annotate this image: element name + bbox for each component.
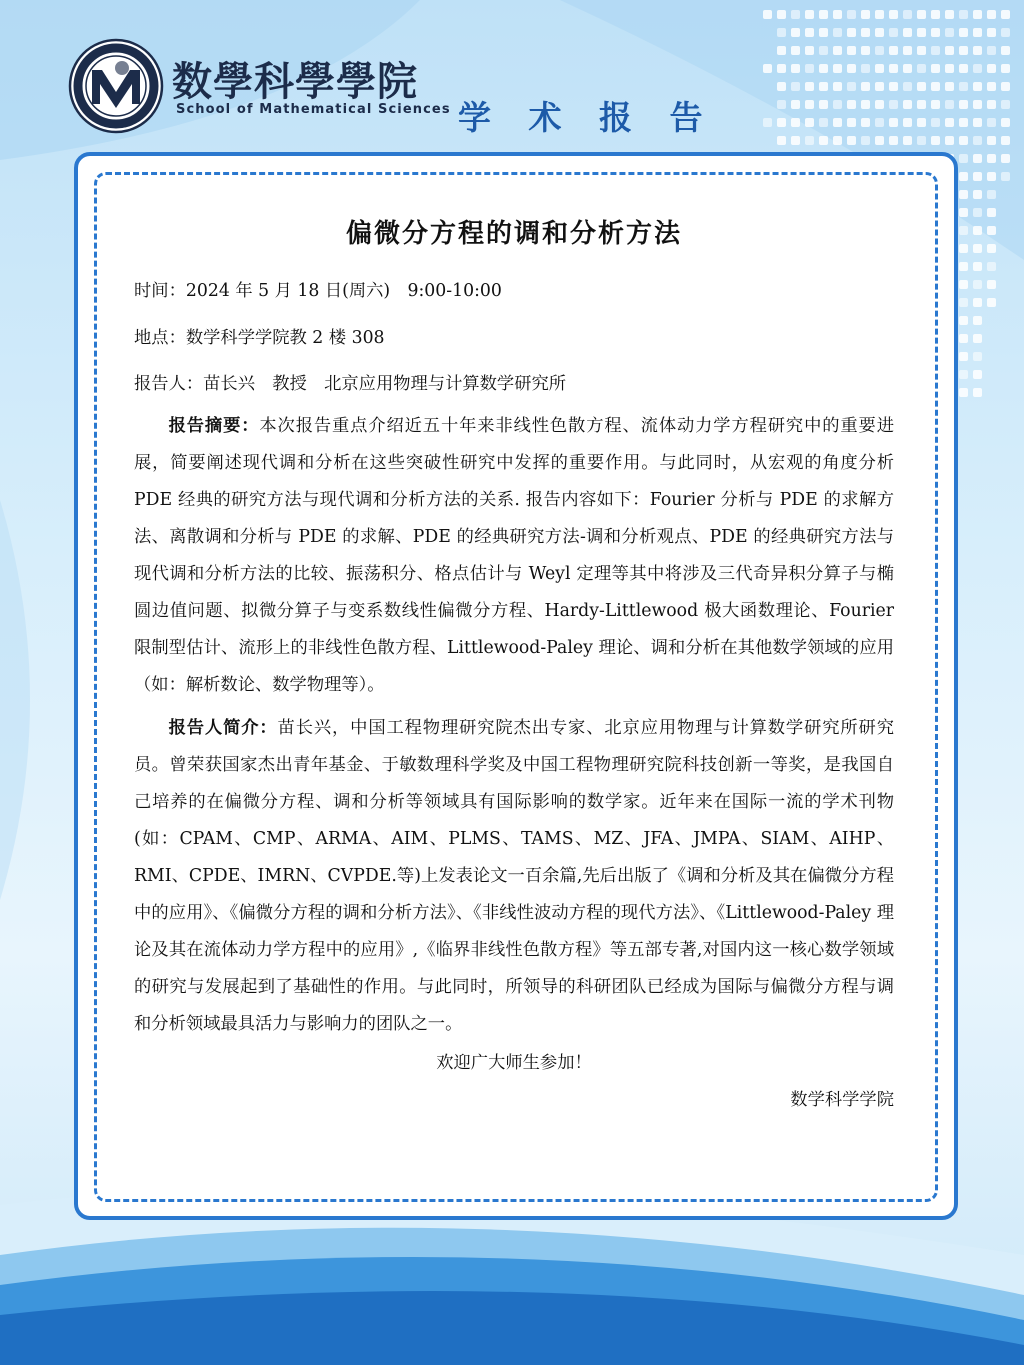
- dot: [861, 118, 870, 127]
- dot: [973, 208, 982, 217]
- dot: [1001, 100, 1010, 109]
- dot: [959, 370, 968, 379]
- dot: [931, 136, 940, 145]
- dot: [959, 64, 968, 73]
- dot: [917, 118, 926, 127]
- dot: [987, 208, 996, 217]
- dot: [945, 28, 954, 37]
- bio-label: 报告人简介：: [168, 717, 278, 738]
- dot: [805, 82, 814, 91]
- dot: [1001, 82, 1010, 91]
- dot: [917, 46, 926, 55]
- dot: [1001, 172, 1010, 181]
- dot: [805, 46, 814, 55]
- dot: [903, 118, 912, 127]
- dot: [973, 64, 982, 73]
- dot: [889, 64, 898, 73]
- dot: [819, 28, 828, 37]
- dot: [1001, 10, 1010, 19]
- dot: [959, 316, 968, 325]
- dot: [833, 118, 842, 127]
- dot: [959, 100, 968, 109]
- dot: [959, 10, 968, 19]
- dot: [805, 28, 814, 37]
- dot: [959, 334, 968, 343]
- dot: [973, 298, 982, 307]
- dot: [819, 118, 828, 127]
- dot: [987, 82, 996, 91]
- dot: [931, 64, 940, 73]
- dot: [889, 28, 898, 37]
- dot: [931, 100, 940, 109]
- dot: [791, 82, 800, 91]
- dot: [987, 154, 996, 163]
- dot: [777, 28, 786, 37]
- dot: [917, 28, 926, 37]
- dot: [819, 64, 828, 73]
- dot: [959, 208, 968, 217]
- dot: [847, 64, 856, 73]
- dot: [819, 136, 828, 145]
- announcement-content: [134, 212, 894, 1119]
- dot: [987, 64, 996, 73]
- dot: [959, 28, 968, 37]
- dot: [1001, 154, 1010, 163]
- dot: [1001, 118, 1010, 127]
- dot: [805, 118, 814, 127]
- dot: [819, 82, 828, 91]
- dot: [805, 100, 814, 109]
- dot: [777, 64, 786, 73]
- dot: [847, 46, 856, 55]
- dot: [833, 46, 842, 55]
- dot: [973, 154, 982, 163]
- dot: [805, 136, 814, 145]
- dot: [847, 82, 856, 91]
- dot: [987, 136, 996, 145]
- dot: [889, 10, 898, 19]
- talk-time: 时间：2024 年 5 月 18 日(周六) 9:00-10:00: [134, 281, 502, 301]
- bio-text: 苗长兴，中国工程物理研究院杰出专家、北京应用物理与计算数学研究所研究员。曾荣获国家杰出青年基金、于敏数理科学奖及中国工程物理研究院科技创新一等奖，是我国自己培养的在偏微分方程、调和分析等领域具有国际影响的数学家。近年来在国际一流的学术刊物(如：CPAM、CMP、ARMA、AIM、PLMS、TAMS、MZ、JFA、JMPA、SIAM、AIHP、RMI、CPDE、IMRN、CVPDE.等)上发表论文一百余篇,先后出版了《调和分析及其在偏微分方程中的应用》、《偏微分方程的调和分析方法》、《非线性波动方程的现代方法》、《Littlewood-Paley 理论及其在流体动力学方程中的应用》,《临界非线性色散方程》等五部专著,对国内这一核心数学领域的研究与发展起到了基础性的作用。与此同时，所领导的科研团队已经成为国际与偏微分方程与调和分析领域最具活力与影响力的团队之一。: [134, 717, 894, 1034]
- dot: [903, 136, 912, 145]
- dot: [917, 136, 926, 145]
- dot: [777, 118, 786, 127]
- dot: [959, 280, 968, 289]
- dot: [777, 46, 786, 55]
- dot: [805, 64, 814, 73]
- dot: [973, 172, 982, 181]
- dot: [987, 100, 996, 109]
- dot: [973, 352, 982, 361]
- talk-title: 偏微分方程的调和分析方法: [345, 219, 682, 249]
- dot: [931, 82, 940, 91]
- dot: [959, 154, 968, 163]
- dot: [791, 100, 800, 109]
- dot: [973, 280, 982, 289]
- dot: [847, 28, 856, 37]
- dot: [833, 10, 842, 19]
- dot: [763, 10, 772, 19]
- dot: [987, 298, 996, 307]
- dot: [861, 136, 870, 145]
- dot: [791, 28, 800, 37]
- dot: [987, 280, 996, 289]
- dot: [959, 244, 968, 253]
- dot: [763, 64, 772, 73]
- dot: [973, 334, 982, 343]
- dot: [847, 136, 856, 145]
- dot: [777, 136, 786, 145]
- talk-speaker: 报告人：苗长兴 教授 北京应用物理与计算数学研究所: [134, 374, 567, 394]
- dot: [875, 100, 884, 109]
- dot: [973, 190, 982, 199]
- dot: [903, 46, 912, 55]
- dot: [959, 118, 968, 127]
- dot: [931, 10, 940, 19]
- dot: [987, 46, 996, 55]
- dot: [875, 28, 884, 37]
- dot: [875, 64, 884, 73]
- dot: [973, 316, 982, 325]
- dot: [1001, 28, 1010, 37]
- dot: [959, 172, 968, 181]
- dot: [973, 46, 982, 55]
- dot: [973, 28, 982, 37]
- banner-title: 学 术 报 告: [458, 98, 716, 137]
- dot: [1001, 64, 1010, 73]
- organizer-signature: 数学科学学院: [790, 1089, 894, 1110]
- dot: [973, 226, 982, 235]
- dot: [791, 64, 800, 73]
- dot: [889, 46, 898, 55]
- dot: [917, 100, 926, 109]
- dot: [889, 82, 898, 91]
- dot: [791, 136, 800, 145]
- dot: [959, 136, 968, 145]
- dot: [959, 46, 968, 55]
- dot: [1001, 46, 1010, 55]
- dot: [959, 262, 968, 271]
- dot: [819, 100, 828, 109]
- school-name-english: School of Mathematical Sciences: [176, 102, 451, 117]
- dot: [833, 64, 842, 73]
- dot: [847, 118, 856, 127]
- dot: [987, 262, 996, 271]
- dot: [959, 226, 968, 235]
- dot: [959, 82, 968, 91]
- school-logo: [68, 38, 164, 134]
- dot: [805, 10, 814, 19]
- dot: [791, 10, 800, 19]
- dot: [959, 190, 968, 199]
- dot: [973, 82, 982, 91]
- dot: [861, 28, 870, 37]
- dot: [777, 82, 786, 91]
- dot: [903, 82, 912, 91]
- dot: [945, 100, 954, 109]
- dot: [973, 262, 982, 271]
- dot: [917, 82, 926, 91]
- dot: [763, 118, 772, 127]
- dot: [791, 46, 800, 55]
- abstract-text: 本次报告重点介绍近五十年来非线性色散方程、流体动力学方程研究中的重要进展，简要阐述现代调和分析在这些突破性研究中发挥的重要作用。与此同时，从宏观的角度分析 PDE 经典的研究方法与现代调和分析方法的关系. 报告内容如下：Fourier 分析与 PDE 的求解方法、离散调和分析与 PDE 的求解、PDE 的经典研究方法-调和分析观点、PDE 的经典研究方法与现代调和分析方法的比较、振荡积分、格点估计与 Weyl 定理等其中将涉及三代奇异积分算子与椭圆边值问题、拟微分算子与变系数线性偏微分方程、Hardy-Littlewood 极大函数理论、Fourier 限制型估计、流形上的非线性色散方程、Littlewood-Paley 理论、调和分析在其他数学领域的应用（如：解析数论、数学物理等）。: [134, 415, 894, 695]
- dot: [973, 118, 982, 127]
- dot: [875, 118, 884, 127]
- dot: [931, 118, 940, 127]
- bio-paragraph: [134, 710, 894, 1043]
- talk-location: 地点：数学科学学院教 2 楼 308: [134, 327, 385, 348]
- dot: [819, 10, 828, 19]
- dot: [945, 10, 954, 19]
- dot: [903, 64, 912, 73]
- welcome-text: 欢迎广大师生参加！: [436, 1052, 592, 1073]
- dot: [875, 136, 884, 145]
- dot: [833, 28, 842, 37]
- dot: [945, 46, 954, 55]
- dot: [973, 100, 982, 109]
- dot: [931, 46, 940, 55]
- school-name-chinese: 数學科學學院: [172, 58, 418, 105]
- dot: [889, 118, 898, 127]
- dot: [861, 64, 870, 73]
- dot: [945, 82, 954, 91]
- dot: [959, 298, 968, 307]
- dot: [987, 190, 996, 199]
- dot: [777, 100, 786, 109]
- dot: [945, 64, 954, 73]
- dot: [819, 46, 828, 55]
- dot: [889, 136, 898, 145]
- dot: [931, 28, 940, 37]
- dot: [917, 10, 926, 19]
- dot: [959, 388, 968, 397]
- dot: [903, 28, 912, 37]
- dot: [777, 10, 786, 19]
- dot: [987, 244, 996, 253]
- dot: [903, 10, 912, 19]
- dot: [945, 136, 954, 145]
- dot: [973, 388, 982, 397]
- dot: [875, 82, 884, 91]
- dot: [791, 118, 800, 127]
- dot: [945, 118, 954, 127]
- dot: [833, 82, 842, 91]
- abstract-paragraph: [134, 408, 894, 704]
- dot: [917, 64, 926, 73]
- dot: [847, 10, 856, 19]
- dot: [987, 226, 996, 235]
- dot: [875, 10, 884, 19]
- dot: [973, 10, 982, 19]
- dot: [833, 100, 842, 109]
- dot: [861, 100, 870, 109]
- dot: [847, 100, 856, 109]
- dot: [959, 352, 968, 361]
- dot: [889, 100, 898, 109]
- dot: [875, 46, 884, 55]
- dot: [973, 244, 982, 253]
- dot: [987, 28, 996, 37]
- dot: [1001, 136, 1010, 145]
- dot: [861, 10, 870, 19]
- dot: [861, 46, 870, 55]
- dot: [987, 172, 996, 181]
- dot: [973, 136, 982, 145]
- dot: [833, 136, 842, 145]
- abstract-label: 报告摘要：: [168, 415, 260, 436]
- dot: [903, 100, 912, 109]
- dot: [987, 118, 996, 127]
- dot: [987, 10, 996, 19]
- dot: [861, 82, 870, 91]
- dot: [973, 370, 982, 379]
